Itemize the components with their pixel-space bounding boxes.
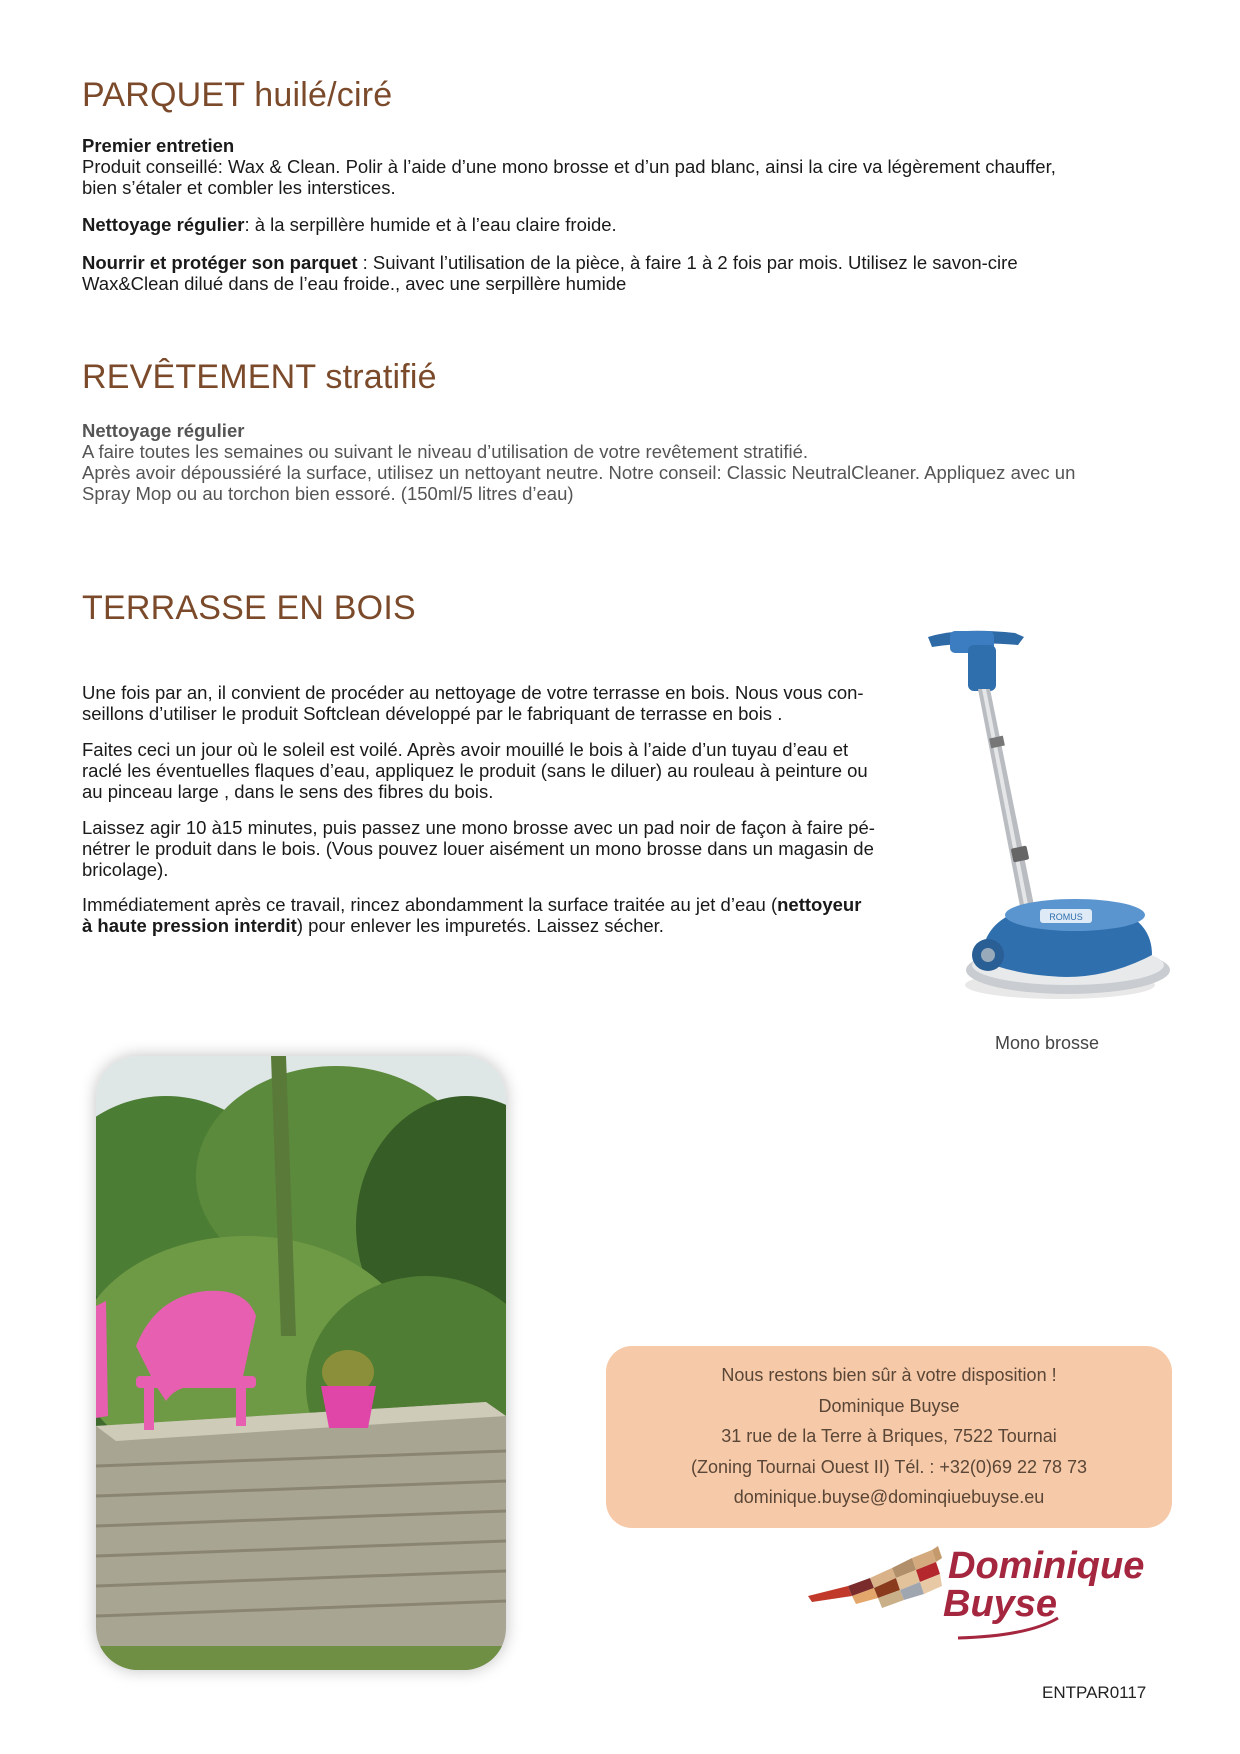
paragraph-terrasse-3: Laissez agir 10 à15 minutes, puis passez une mono brosse avec un pad noir de façon à faire pé- nétrer le produit dans le bois. (Vous pouvez louer aisément un mono brosse dans un magasin de bricolage).	[82, 817, 875, 880]
paragraph-nettoyage-regulier: Nettoyage régulier: à la serpillère humide et à l’eau claire froide.	[82, 214, 617, 235]
section-title-parquet: PARQUET huilé/ciré	[82, 76, 393, 114]
svg-text:ROMUS: ROMUS	[1049, 912, 1083, 922]
paragraph-terrasse-1: Une fois par an, il convient de procéder au nettoyage de votre terrasse en bois. Nous vous con- seillons d’utiliser le produit Softclean développé par le fabriquant de terrasse en bois .	[82, 682, 864, 724]
subheading-premier-entretien: Premier entretien	[82, 135, 235, 156]
section-title-stratifie: REVÊTEMENT stratifié	[82, 358, 437, 396]
paragraph-premier-entretien: Produit conseillé: Wax & Clean. Polir à l’aide d’une mono brosse et d’un pad blanc, ainsi la cire va légèrement chauffer, bien s’étaler et combler les interstices.	[82, 156, 1056, 198]
paragraph-stratifie: A faire toutes les semaines ou suivant le niveau d’utilisation de votre revêtement stratifié. Après avoir dépoussiéré la surface, utilisez un nettoyant neutre. Notre conseil: Classic NeutralCleaner. Appliquez avec un Spray Mop ou au torchon bien essoré. (150ml/5 litres d’eau)	[82, 441, 1076, 504]
subheading-nettoyage-regulier: Nettoyage régulier	[82, 420, 245, 441]
paragraph-terrasse-2: Faites ceci un jour où le soleil est voilé. Après avoir mouillé le bois à l’aide d’un tuyau d’eau et raclé les éventuelles flaques d’eau, appliquez le produit (sans le diluer) au rouleau à peinture ou au pinceau large , dans le sens des fibres du bois.	[82, 739, 868, 802]
paragraph-terrasse-4: Immédiatement après ce travail, rincez abondamment la surface traitée au jet d’eau (nettoyeur à haute pression interdit) pour enlever les impuretés. Laissez sécher.	[82, 894, 862, 936]
contact-phone: (Zoning Tournai Ouest II) Tél. : +32(0)69 22 78 73	[690, 1456, 1088, 1477]
contact-box	[606, 1346, 1172, 1528]
dominique-buyse-logo	[808, 1538, 1148, 1648]
contact-line-availability: Nous restons bien sûr à votre disposition !	[721, 1365, 1057, 1385]
document-code: ENTPAR0117	[1042, 1683, 1147, 1702]
svg-text:Dominique: Dominique	[948, 1545, 1145, 1587]
mono-brosse-caption: Mono brosse	[995, 1033, 1100, 1053]
svg-text:Buyse: Buyse	[943, 1583, 1058, 1625]
terrace-photo	[96, 1056, 506, 1670]
contact-email[interactable]: dominique.buyse@dominqiuebuyse.eu	[733, 1487, 1045, 1507]
contact-name: Dominique Buyse	[818, 1395, 960, 1416]
section-title-terrasse: TERRASSE EN BOIS	[82, 589, 416, 627]
mono-brosse-image	[920, 625, 1170, 1010]
contact-address: 31 rue de la Terre à Briques, 7522 Tournai	[721, 1426, 1057, 1446]
paragraph-nourrir: Nourrir et protéger son parquet : Suivant l’utilisation de la pièce, à faire 1 à 2 fois par mois. Utilisez le savon-cire Wax&Clean dilué dans de l’eau froide., avec une serpillère humide	[82, 252, 1018, 294]
